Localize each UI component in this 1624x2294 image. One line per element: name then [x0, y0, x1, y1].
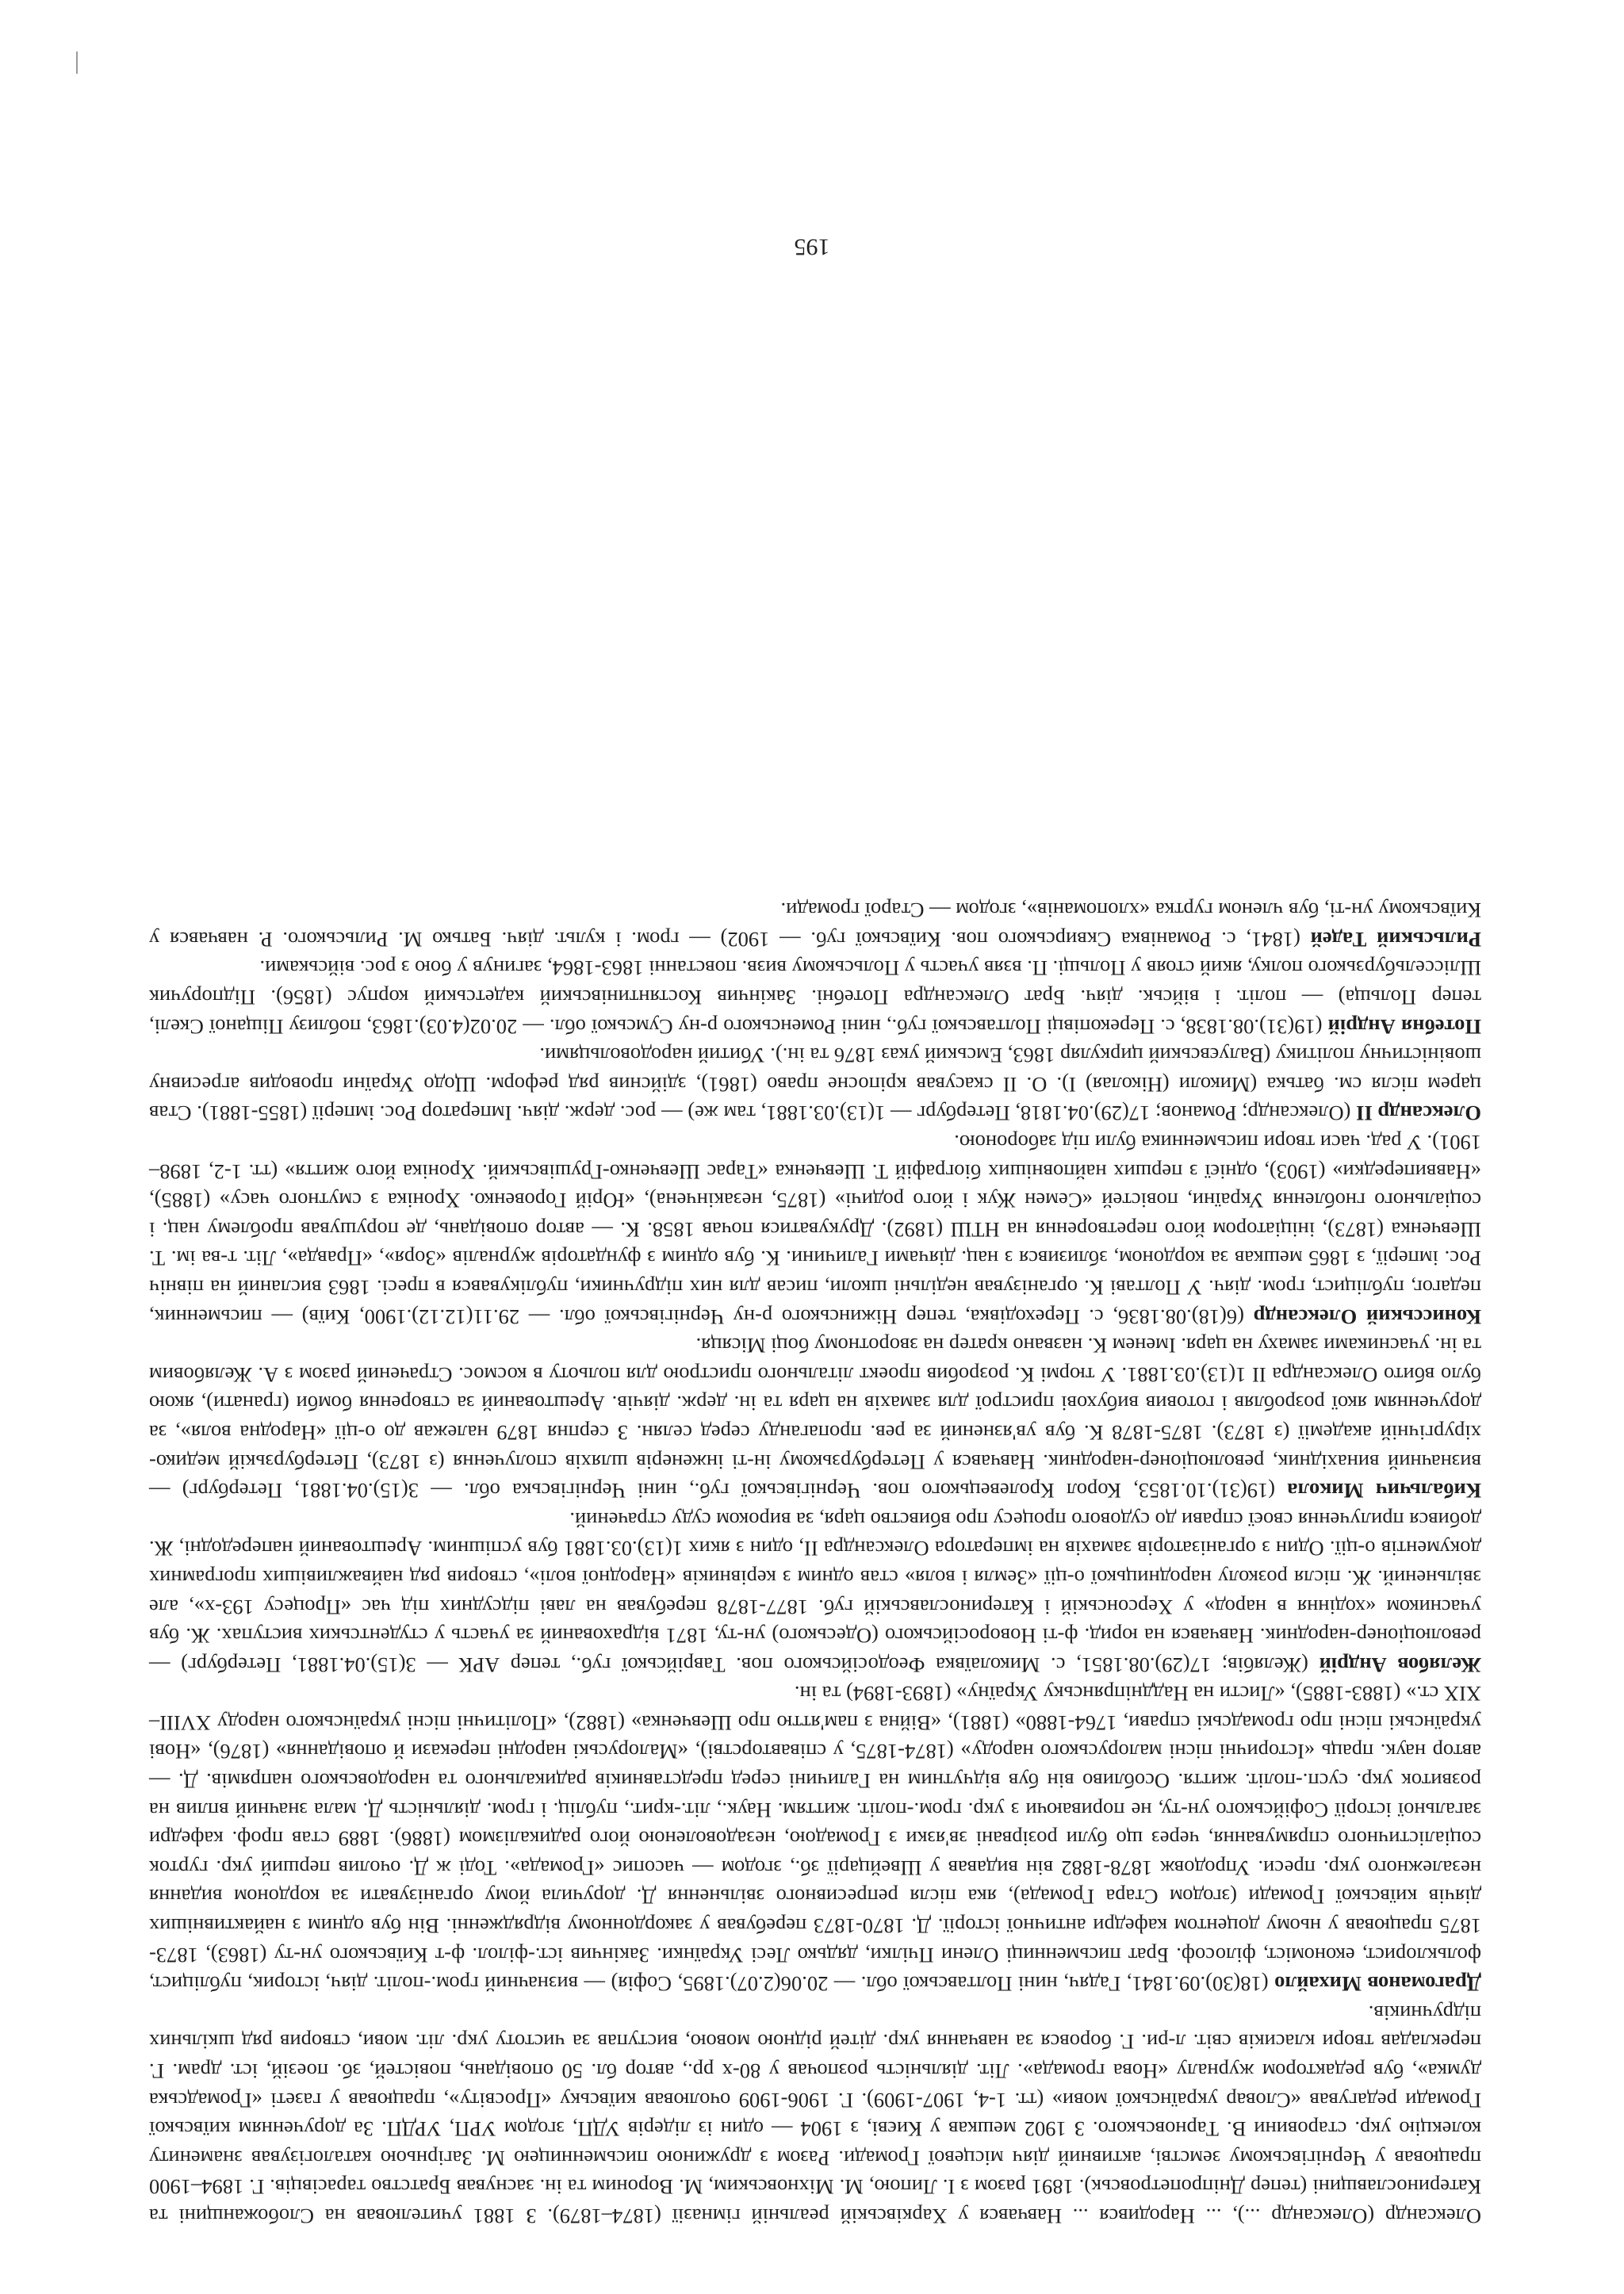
- text-body: [149, 896, 1481, 2231]
- entry-text: (18(30).09.1841, Гадяч, нині Полтавської обл. — 20.06(2.07).1895, Софія) — визначний гром.-політ. діяч, історик, публіцист, фольклорист, економіст, філософ. Брат письменниці Олени Пчілки, дядько Лесі Українки. Закінчив іст.-філол. ф-т Київського ун-ту (1863), 1873-1875 працював у ньому доцентом кафедри античної історії. Д. 1870-1873 перебував у закордонному відрядженні. Він був одним з найактивніших діячів київської Громади (згодом Стара Громада), яка після репресивного звільнення Д. доручила йому організувати за кордоном видання незалежного укр. преси. Упродовж 1878-1882 він видавав у Швейцарії зб., згодом — часопис «Громада». Тоді ж Д. очолив перший укр. гурток соціалістичного спрямування, через що були розірвані зв'язки з Громадою, незадоволеною його радикалізмом (1886). 1889 став проф. кафедри загальної історії Софійського ун-ту, не пориваючи з укр. гром.-політ. життям. Наук., літ.-крит., публіц. і гром. діяльність Д. мала значний вплив на розвиток укр. сусп.-політ. життя. Особливо він був відчутним на Галичині серед представників радикального та народовського напрямів. Д. — автор наук. праць «Історичні пісні малоруського народу» (1874-1875, у співавторстві), «Малоруські народні перекази й оповідання» (1876), «Нові українські пісні про громадські справи, 1764-1880» (1881), «Війна з пам'яттю про Шевченка» (1882), «Політичні пісні українського народу XVIII–XIX ст.» (1883-1885), «Листи на Наддніпрянську Україну» (1893-1894) та ін.: [149, 1682, 1481, 1997]
- entry-text: (19(31).10.1853, Корол Кролевецького пов. Чернігівської губ., нині Чернігівська обл. — 3(15).04.1881, Петербург) — визначний винахідник, революціонер-народник. Навчався у Петербурзькому ін-ті інженерів шляхів сполучення (з 1873), Петербурзькій медико-хірургічній академії (з 1873). 1875-1878 К. був ув'язнений за рев. пропаганду серед селян. З серпня 1879 належав до о-ції «Народна воля», за дорученням якої розробляв і готовив вибухові пристрої для замахів на царя та ін. держ. діячів. Арештований за створення бомби (гранати), якою було вбито Олександра II 1(13).03.1881. У тюрмі К. розробив проект літального пристрою для польоту в космос. Страчений разом з А. Желябовим та ін. учасниками замаху на царя. Іменем К. названо кратер на зворотному боці Місяця.: [149, 1334, 1481, 1503]
- paragraph-text: Олександр (Олександр ...), ... Народився ... Навчався у Харківській реальній гімназії (1874–1879). З 1881 учителював на Слобожанщині та Катеринославщині (тепер Дніпропетровськ). 1891 разом з І. Липою, М. Міхновським, М. Вороним та ін. заснував Братство тарасівців. Г. 1894–1900 працював у Чернігівському земстві, активний діяч місцевої Громади. Разом з дружиною письменницею М. Загірньою каталогізував знамениту колекцію укр. старовини В. Тарновського. З 1902 мешкав у Києві, з 1904 — один із лідерів УДП, згодом УРП, УРДП. За дорученням київської Громади редагував «Словар української мови» (тт. 1-4, 1907-1909). Г. 1906-1909 очолював київську «Просвіту», працював у газеті «Громадська думка», був редактором журналу «Нова громада». Літ. діяльність розпочав у 80-х рр., автор бл. 50 оповідань, повістей, зб. поезій, іст. драм. Г. перекладав твори класиків світ. л-ри. Г. боровся за навчання укр. дітей рідною мовою, виступав за чистоту укр. літ. мови, створив ряд шкільних підручників.: [149, 2001, 1481, 2228]
- entry-konysky: [149, 1128, 1481, 1331]
- entry-text: (Желябів; 17(29).08.1851, с. Миколаївка Феодосійського пов. Таврійської губ., тепер АРК — 3(15).04.1881, Петербург) — революціонер-народник. Навчався на юрид. ф-ті Новоросійського (Одеського) ун-ту, 1871 відрахований за участь у студентських виступах. Ж. був учасником «ходіння в народ» у Херсонській і Катеринославській губ. 1877-1878 перебував на лаві підсудних під час «Процесу 193-х», але звільнений. Ж. після розколу народницької о-ції «Земля і воля» став одним з керівників «Народної волі», створив ряд найважливіших програмних документів о-ції. Один з організаторів замахів на імператора Олександра II, один з яких 1(13).03.1881 був успішним. Арештований напередодні, Ж. добився прилучення своєї справи до судового процесу про вбивство царя, за вироком суду страчений.: [148, 1507, 1481, 1677]
- entry-heading: Потебня Андрій: [1327, 1014, 1481, 1039]
- entry-text: (1841, с. Романівка Сквирського пов. Київської губ. — 1902) — гром. і культ. діяч. Батько М. Рильського. Р. навчався у Київському ун-ті, був членом гуртка «хлопоманів», згодом — Старої громади.: [149, 898, 1481, 952]
- paragraph-continued-entry: [149, 1998, 1481, 2231]
- entry-zheliabov: [149, 1505, 1481, 1679]
- entry-kybalchych: [149, 1331, 1481, 1506]
- entry-heading: Драгоманов Михайло: [1274, 1972, 1481, 1997]
- entry-rylsky: [149, 896, 1481, 954]
- entry-text: (6(18).08.1836, с. Переходівка, тепер Ніжинського р-ну Чернігівської обл. — 29.11(12.12).1900, Київ) — письменник, педагог, публіцист, гром. діяч. У Полтаві К. організував недільні школи, писав для них підручники, публікувався в пресі. 1863 висланий на північ Рос. імперії, з 1865 мешкав за кордоном, зблизився з нац. діячами Галичини. К. був одним з фундаторів журналів «Зоря», «Правда», Літ. т-ва ім. Т. Шевченка (1873), ініціатором його перетворення на НТШ (1892). Друкуватися почав 1858. К. — автор оповідань, де порушував проблему нац. і соціального гноблення України, повістей «Семен Жук і його родичі» (1875, незакінчена), «Юрій Горовенко. Хроніка з смутного часу» (1885), «Наввипередки» (1903), однієї з перших найповніших біографій Т. Шевченка «Тарас Шевченко-Грушівський. Хроніка його життя» (тт. 1-2, 1898–1901). У рад. часи твори письменника були під забороною.: [149, 1131, 1481, 1329]
- entry-heading: Олександр II: [1356, 1101, 1481, 1126]
- page-number: 195: [794, 234, 830, 260]
- scan-artifact-line: [76, 52, 78, 74]
- entry-heading: Конисський Олександр: [1253, 1304, 1481, 1329]
- entry-text: (19(31).08.1838, с. Перекопівці Полтавської губ., нині Роменського р-ну Сумської обл. — 20.02(4.03).1863, поблизу Піщаної Скелі, тепер Польща) — політ. і військ. діяч. Брат Олександра Потебні. Закінчив Костянтинівський кадетський корпус (1856). Підпоручик Шліссельбурзького полку, який стояв у Польщі. П. взяв участь у Польському визв. повстанні 1863-1864, загинув у бою з рос. військами.: [148, 956, 1481, 1039]
- entry-heading: Желябов Андрій: [1319, 1653, 1481, 1677]
- entry-heading: Кибальчич Микола: [1287, 1479, 1481, 1503]
- entry-potebnia: [149, 954, 1481, 1041]
- entry-drahomanov: [149, 1679, 1481, 1999]
- entry-oleksandr-ii: [149, 1041, 1481, 1128]
- entry-heading: Рильський Тадей: [1310, 927, 1481, 952]
- entry-text: (Олександр; Романов; 17(29).04.1818, Петербург — 1(13).03.1881, там же) — рос. держ. діяч. Імператор Рос. імперії (1855-1881). Став царем після см. батька (Миколи (Ніколая) І). О. II скасував кріпосне право (1861), здійснив ряд реформ. Щодо України проводив агресивну шовіністичну політику (Валуєвський циркуляр 1863, Емський указ 1876 та ін.). Убитий народовольцями.: [149, 1044, 1481, 1126]
